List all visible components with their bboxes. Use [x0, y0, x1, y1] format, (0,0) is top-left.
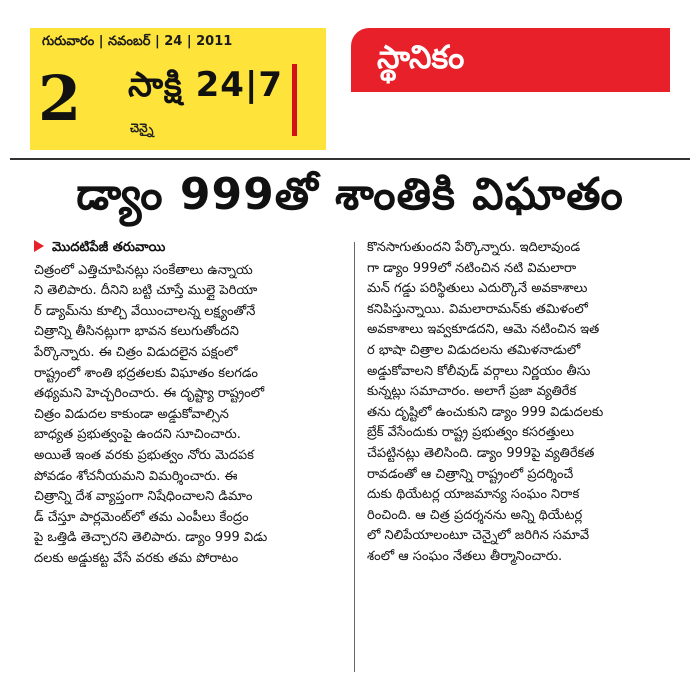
article-column-right: [367, 238, 687, 568]
article-headline: డ్యాం 999తో శాంతికి విఘాతం: [76, 169, 624, 220]
text-line: తథ్యమని హెచ్చరించారు. ఈ దృష్ట్యా రాష్ట్రంలో: [34, 386, 265, 402]
text-line: చేపట్టినట్లు తెలిసింది. డ్యాం 999పై వ్యతిరేకత: [367, 445, 595, 461]
text-line: మన్ గడ్డు పరిస్థితులు ఎదుర్కొనే అవకాశాలు: [367, 281, 588, 297]
text-line: పేర్కొన్నారు. ఈ చిత్రం విడుదలైన పక్షంలో: [34, 344, 238, 360]
text-line: శంలో ఆ సంఘం నేతలు తీర్మానించారు.: [367, 548, 563, 564]
text-line: ర భాషా చిత్రాల విడుదలను తమిళనాడులో: [367, 342, 581, 358]
article-column-left: [34, 238, 354, 570]
continued-from-text: మొదటిపేజీ తరువాయి: [52, 240, 166, 255]
text-line: అడ్డుకోవాలని కోలీవుడ్ వర్గాలు నిర్ణయం తీసు: [367, 363, 591, 379]
text-line: రాష్ట్రంలో శాంతి భద్రతలకు విఘాతం కలగడం: [34, 365, 258, 381]
text-line: చిత్రాన్ని దేశ వ్యాప్తంగా నిషేధించాలని డిమాం: [34, 489, 253, 505]
text-line: అయితే ఇంత వరకు ప్రభుత్వం నోరు మెదపక: [34, 447, 254, 463]
masthead-box: [30, 28, 326, 150]
text-line: ని తెలిపారు. దీనిని బట్టి చూస్తే ముల్లై పెరియా: [34, 283, 258, 299]
text-line: చిత్రం విడుదల కాకుండా అడ్డుకోవాల్సిన: [34, 406, 229, 422]
text-line: కున్నట్లు సమాచారం. అలాగే ప్రజా వ్యతిరేక: [367, 384, 577, 400]
text-line: లో నిలిపేయాలంటూ చెన్నైలో జరిగిన సమావే: [367, 528, 590, 544]
section-title: స్థానికం: [377, 38, 465, 76]
header-divider: [10, 158, 690, 160]
logo-red-bar: [292, 64, 297, 136]
issue-date: గురువారం | నవంబర్ | 24 | 2011: [42, 34, 233, 49]
text-line: రావడంతో ఆ చిత్రాన్ని రాష్ట్రంలో ప్రదర్శించే: [367, 466, 574, 482]
text-line: గా డ్యాం 999లో నటించిన నటి విమలారా: [367, 260, 577, 276]
text-line: డ్ చేస్తూ పార్లమెంట్‌లో తమ ఎంపీలు కేంద్రం: [34, 509, 249, 525]
edition-label: చెన్నై: [130, 121, 154, 135]
text-line: పై ఒత్తిడి తెచ్చారని తెలిపారు. డ్యాం 999 విడు: [34, 530, 268, 546]
section-banner: [351, 28, 670, 92]
text-line: దుకు థియేటర్ల యాజమాన్య సంఘం నిరాక: [367, 487, 580, 503]
text-line: తను దృష్టిలో ఉంచుకుని డ్యాం 999 విడుదలకు: [367, 404, 604, 420]
text-line: రించింది. ఆ చిత్ర ప్రదర్శనను అన్ని థియేటర్ల: [367, 507, 583, 523]
arrow-right-icon: [34, 240, 44, 252]
text-line: ర్ డ్యామ్‌ను కూల్చి వేయించాలన్న లక్ష్యంతోనే: [34, 303, 256, 319]
text-line: చిత్రాన్ని తీసినట్లుగా భావన కలుగుతోందని: [34, 324, 239, 340]
page-number: 2: [38, 62, 82, 135]
text-line: కొనసాగుతుందని పేర్కొన్నారు. ఇదిలావుండ: [367, 240, 581, 255]
text-line: బ్రేక్ వేసేందుకు రాష్ట్ర ప్రభుత్వం కసరత్తులు: [367, 425, 575, 441]
text-line: చిత్రంలో ఎత్తిచూపినట్లు సంకేతాలు ఉన్నాయ: [34, 262, 253, 278]
column-divider: [354, 242, 355, 672]
text-line: పోవడం శోచనీయమని విమర్శించారు. ఈ: [34, 468, 238, 484]
continued-from-label: [34, 238, 354, 259]
newspaper-logo: సాక్షి 24|7: [128, 65, 284, 105]
text-line: బాధ్యత ప్రభుత్వంపై ఉందని సూచించారు.: [34, 427, 241, 443]
text-line: కనిపిస్తున్నాయి. విమలారామన్‌కు తమిళంలో: [367, 301, 588, 317]
text-line: దలకు అడ్డుకట్ట వేసే వరకు తమ పోరాటం: [34, 550, 239, 566]
text-line: అవకాశాలు ఇవ్వకూడదని, ఆమె నటించిన ఇత: [367, 322, 600, 338]
